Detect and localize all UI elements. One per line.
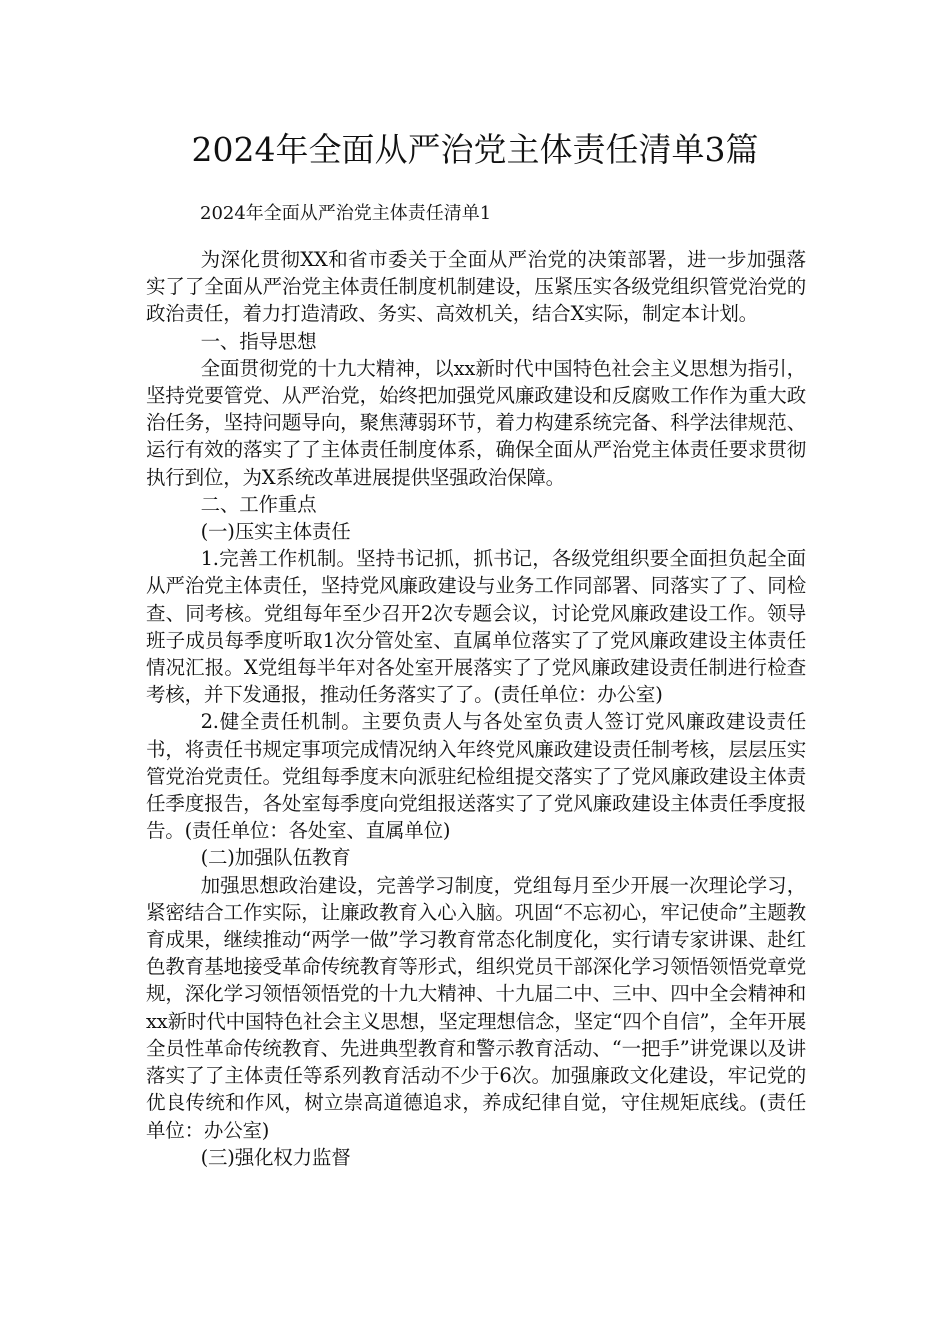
document-title: 2024年全面从严治党主体责任清单3篇 [191, 130, 759, 169]
subsection-heading-power-supervision: (三)强化权力监督 [200, 1145, 351, 1169]
team-education-paragraph: 加强思想政治建设，完善学习制度，党组每月至少开展一次理论学习，紧密结合工作实际，让廉政教育入心入脑。巩固“不忘初心，牢记使命”主题教育成果，继续推动“两学一做”学习教育常态化制度化，实行请专家讲课、赴红色教育基地接受革命传统教育等形式，组织党员干部深化学习领悟领悟党章党规，深化学习领悟领悟党的十九大精神、十九届二中、三中、四中全会精神和xx新时代中国特色社会主义思想，坚定理想信念，坚定“四个自信”，全年开展全员性革命传统教育、先进典型教育和警示教育活动、“一把手”讲党课以及讲落实了了主体责任等系列教育活动不少于6次。加强廉政文化建设，牢记党的优良传统和作风，树立崇高道德追求，养成纪律自觉，守住规矩底线。(责任单位：办公室) [146, 873, 806, 1142]
section-heading-guiding-thought: 一、指导思想 [200, 329, 317, 353]
section-subtitle: 2024年全面从严治党主体责任清单1 [200, 203, 492, 224]
subsection-heading-team-education: (二)加强队伍教育 [200, 846, 351, 870]
document-body [146, 246, 806, 1171]
intro-paragraph: 为深化贯彻XX和省市委关于全面从严治党的决策部署，进一步加强落实了了全面从严治党主体责任制度机制建设，压紧压实各级党组织管党治党的政治责任，着力打造清政、务实、高效机关，结合X实际，制定本计划。 [146, 248, 806, 326]
section-heading-work-focus: 二、工作重点 [200, 492, 317, 516]
guiding-thought-paragraph: 全面贯彻党的十九大精神，以xx新时代中国特色社会主义思想为指引，坚持党要管党、从严治党，始终把加强党风廉政建设和反腐败工作作为重大政治任务，坚持问题导向，聚焦薄弱环节，着力构建系统完备、科学法律规范、运行有效的落实了了主体责任制度体系，确保全面从严治党主体责任要求贯彻执行到位，为X系统改革进展提供坚强政治保障。 [146, 356, 806, 489]
work-mechanism-paragraph: 1.完善工作机制。坚持书记抓，抓书记，各级党组织要全面担负起全面从严治党主体责任，坚持党风廉政建设与业务工作同部署、同落实了了、同检查、同考核。党组每年至少召开2次专题会议，讨论党风廉政建设工作。领导班子成员每季度听取1次分管处室、直属单位落实了了党风廉政建设主体责任情况汇报。X党组每半年对各处室开展落实了了党风廉政建设责任制进行检查考核，并下发通报，推动任务落实了了。(责任单位：办公室) [146, 547, 806, 707]
subsection-heading-responsibility: (一)压实主体责任 [200, 520, 351, 544]
responsibility-mechanism-paragraph: 2.健全责任机制。主要负责人与各处室负责人签订党风廉政建设责任书，将责任书规定事项完成情况纳入年终党风廉政建设责任制考核，层层压实管党治党责任。党组每季度末向派驻纪检组提交落实了了党风廉政建设主体责任季度报告，各处室每季度向党组报送落实了了党风廉政建设主体责任季度报告。(责任单位：各处室、直属单位) [146, 710, 806, 843]
